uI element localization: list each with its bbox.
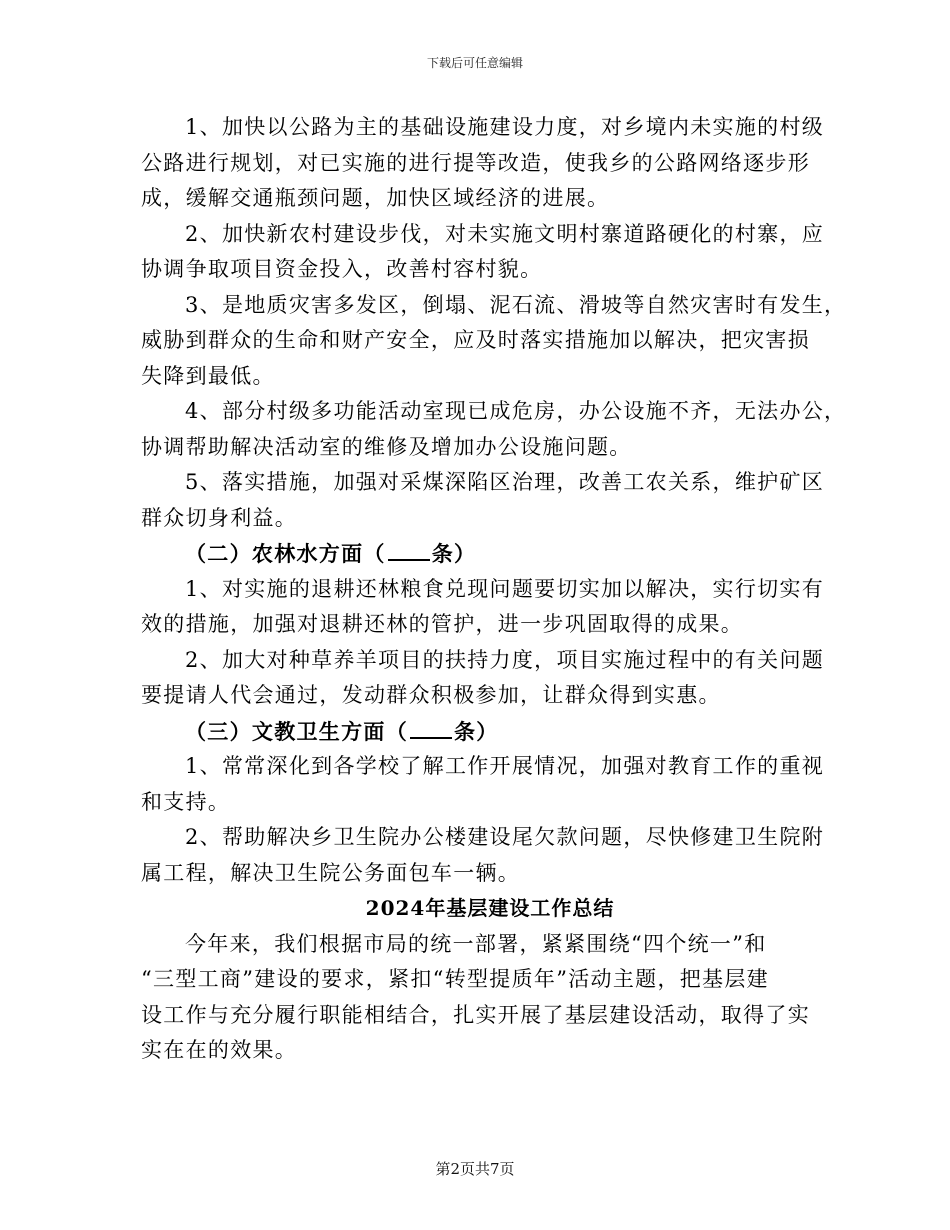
text-line: 成，缓解交通瓶颈问题，加快区域经济的进展。 [141, 186, 610, 210]
text-line: 2、帮助解决乡卫生院办公楼建设尾欠款问题，尽快修建卫生院附 [185, 825, 825, 849]
text-line: 和支持。 [141, 789, 231, 814]
text-line: 群众切身利益。 [141, 505, 298, 530]
text-line: 效的措施，加强对退耕还林的管护，进一步巩固取得的成果。 [141, 612, 744, 636]
blank-underline [410, 719, 452, 739]
text-line: 威胁到群众的生命和财产安全，应及时落实措施加以解决，把灾害损 [141, 328, 810, 352]
heading-text: 条） [431, 541, 477, 566]
text-line: 公路进行规划，对已实施的进行提等改造，使我乡的公路网络逐步形 [141, 150, 810, 175]
text-line: 实在在的效果。 [141, 1038, 298, 1062]
section-heading-edu [141, 714, 831, 750]
agri-section [141, 572, 831, 714]
text-line: 1、对实施的退耕还林粮食兑现问题要切实加以解决，实行切实有 [185, 576, 825, 601]
heading-text: （三）文教卫生方面（ [185, 718, 408, 744]
text-line: 失降到最低。 [141, 363, 275, 388]
page-number: 第2页共7页 [435, 1160, 515, 1178]
text-line: 今年来，我们根据市局的统一部署，紧紧围绕“四个统一”和 [185, 931, 767, 956]
text-line: 5、落实措施，加强对采煤深陷区治理，改善工农关系，维护矿区 [185, 470, 825, 494]
text-line: 2、加快新农村建设步伐，对未实施文明村寨道路硬化的村寨，应 [185, 221, 825, 246]
paragraph [141, 110, 831, 217]
heading-text: 条） [454, 718, 499, 744]
text-line: 协调帮助解决活动室的维修及增加办公设施问题。 [141, 434, 632, 459]
section-heading-agri [141, 536, 831, 572]
text-line: 2、加大对种草养羊项目的扶持力度，项目实施过程中的有关问题 [185, 647, 825, 672]
document-body [141, 110, 847, 1069]
summary-title: 2024年基层建设工作总结 [365, 896, 615, 920]
blank-underline [388, 541, 430, 561]
text-line: 属工程，解决卫生院公务面包车一辆。 [141, 860, 521, 885]
text-line: 1、加快以公路为主的基础设施建设力度，对乡境内未实施的村级 [185, 115, 825, 139]
text-line: 协调争取项目资金投入，改善村容村貌。 [141, 257, 543, 281]
header-note: 下载后可任意编辑 [426, 56, 523, 70]
text-line: 3、是地质灾害多发区，倒塌、泥石流、滑坡等自然灾害时有发生， [185, 292, 847, 317]
paragraph [141, 572, 831, 643]
text-line: “三型工商”建设的要求，紧扣“转型提质年”活动主题，把基层建 [141, 967, 769, 991]
text-line: 1、常常深化到各学校了解工作开展情况，加强对教育工作的重视 [185, 754, 825, 778]
text-line: 设工作与充分履行职能相结合，扎实开展了基层建设活动，取得了实 [141, 1002, 810, 1027]
paragraph [141, 927, 831, 1069]
paragraph [141, 749, 831, 820]
text-line: 4、部分村级多功能活动室现已成危房，办公设施不齐，无法办公， [185, 399, 847, 423]
paragraph [141, 465, 831, 536]
paragraph [141, 643, 831, 714]
paragraph [141, 820, 831, 891]
text-line: 要提请人代会通过，发动群众积极参加，让群众得到实惠。 [141, 683, 721, 707]
paragraph [141, 217, 831, 288]
infrastructure-section [141, 110, 847, 536]
heading-text: （二）农林水方面（ [185, 541, 386, 566]
edu-section [141, 749, 831, 891]
paragraph [141, 394, 847, 465]
paragraph [141, 288, 847, 395]
